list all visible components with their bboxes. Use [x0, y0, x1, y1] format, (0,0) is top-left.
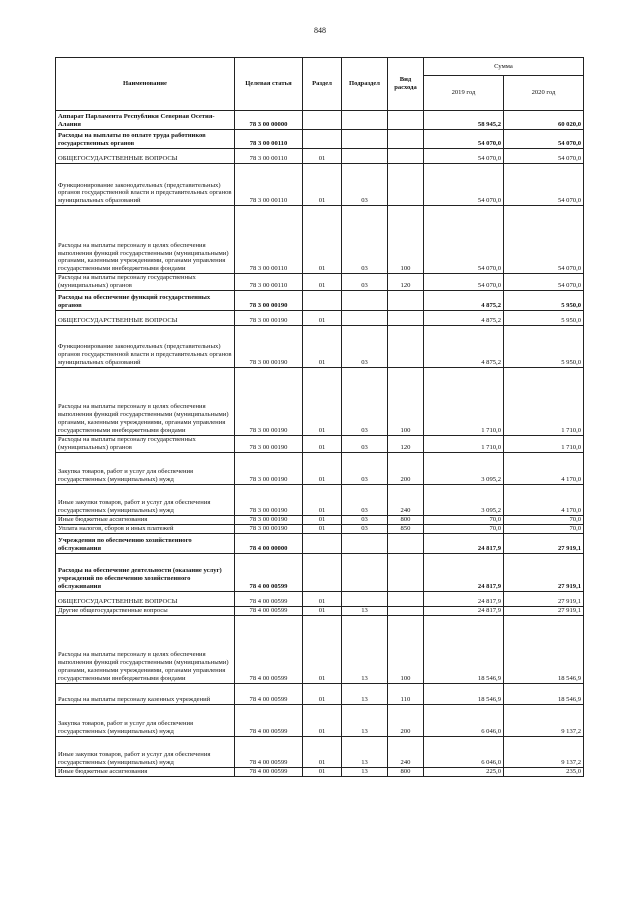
cell-subsection: 03 — [342, 435, 388, 452]
page-number: 848 — [314, 26, 326, 35]
cell-subsection: 03 — [342, 325, 388, 367]
cell-target: 78 4 00 00599 — [235, 615, 303, 683]
cell-expense-type — [388, 533, 424, 553]
table-row — [56, 452, 584, 484]
cell-expense-type: 200 — [388, 704, 424, 736]
cell-subsection — [342, 533, 388, 553]
cell-expense-type — [388, 111, 424, 130]
cell-expense-type — [388, 149, 424, 164]
cell-2019: 54 070,0 — [424, 274, 504, 291]
cell-target: 78 3 00 00190 — [235, 452, 303, 484]
cell-section: 01 — [303, 452, 342, 484]
cell-2019: 6 046,0 — [424, 704, 504, 736]
header-subsection: Подраздел — [342, 58, 388, 111]
cell-2019: 4 875,2 — [424, 290, 504, 310]
cell-2019: 54 070,0 — [424, 149, 504, 164]
cell-name: Расходы на выплаты персоналу государственных (муниципальных) органов — [56, 274, 235, 291]
cell-2020: 5 950,0 — [504, 325, 584, 367]
table-row — [56, 515, 584, 524]
cell-section: 01 — [303, 435, 342, 452]
cell-target: 78 4 00 00599 — [235, 553, 303, 591]
table-row — [56, 164, 584, 206]
cell-section: 01 — [303, 515, 342, 524]
cell-2020: 4 170,0 — [504, 484, 584, 515]
table-row — [56, 591, 584, 606]
cell-2019: 4 875,2 — [424, 325, 504, 367]
cell-2019: 24 817,9 — [424, 591, 504, 606]
cell-2020: 54 070,0 — [504, 164, 584, 206]
cell-subsection — [342, 130, 388, 149]
cell-target: 78 4 00 00599 — [235, 736, 303, 767]
cell-subsection — [342, 149, 388, 164]
table-row — [56, 325, 584, 367]
cell-name: Иные закупки товаров, работ и услуг для обеспечения государственных (муниципальных) нужд — [56, 484, 235, 515]
cell-2020: 9 137,2 — [504, 736, 584, 767]
cell-section — [303, 130, 342, 149]
cell-subsection: 03 — [342, 452, 388, 484]
cell-section — [303, 290, 342, 310]
cell-name: Иные закупки товаров, работ и услуг для обеспечения государственных (муниципальных) нужд — [56, 736, 235, 767]
cell-2019: 54 070,0 — [424, 130, 504, 149]
cell-section: 01 — [303, 606, 342, 615]
cell-name: Иные бюджетные ассигнования — [56, 515, 235, 524]
cell-expense-type — [388, 290, 424, 310]
cell-subsection: 13 — [342, 736, 388, 767]
cell-name: Расходы на выплаты персоналу казенных учреждений — [56, 683, 235, 704]
cell-subsection: 03 — [342, 515, 388, 524]
cell-section: 01 — [303, 274, 342, 291]
cell-section — [303, 553, 342, 591]
cell-target: 78 3 00 00110 — [235, 164, 303, 206]
cell-subsection: 13 — [342, 683, 388, 704]
cell-section: 01 — [303, 164, 342, 206]
cell-target: 78 3 00 00190 — [235, 524, 303, 533]
cell-2019: 24 817,9 — [424, 606, 504, 615]
cell-expense-type: 240 — [388, 736, 424, 767]
cell-name: Расходы на обеспечение функций государственных органов — [56, 290, 235, 310]
cell-name: Функционирование законодательных (представительных) органов государственной власти и представительных органов муниципальных образований — [56, 164, 235, 206]
table-row — [56, 524, 584, 533]
cell-2020: 70,0 — [504, 515, 584, 524]
table-row — [56, 111, 584, 130]
cell-2019: 70,0 — [424, 515, 504, 524]
cell-name: Другие общегосударственные вопросы — [56, 606, 235, 615]
cell-subsection — [342, 290, 388, 310]
cell-2019: 70,0 — [424, 524, 504, 533]
cell-name: Расходы на выплаты персоналу в целях обеспечения выполнения функций государственными (муниципальными) органами, казенными учреждениями, органами управления государственными внебюджетными фондами — [56, 206, 235, 274]
cell-section: 01 — [303, 325, 342, 367]
cell-expense-type — [388, 553, 424, 591]
cell-2020: 18 546,9 — [504, 615, 584, 683]
cell-2020: 1 710,0 — [504, 367, 584, 435]
cell-subsection: 13 — [342, 704, 388, 736]
cell-2020: 9 137,2 — [504, 704, 584, 736]
table-row — [56, 533, 584, 553]
header-target: Целевая статья — [235, 58, 303, 111]
cell-section: 01 — [303, 704, 342, 736]
cell-subsection — [342, 111, 388, 130]
cell-section: 01 — [303, 767, 342, 776]
cell-subsection: 13 — [342, 615, 388, 683]
table-row — [56, 130, 584, 149]
cell-section — [303, 111, 342, 130]
cell-2020: 54 070,0 — [504, 206, 584, 274]
cell-2019: 54 070,0 — [424, 164, 504, 206]
cell-name: ОБЩЕГОСУДАРСТВЕННЫЕ ВОПРОСЫ — [56, 149, 235, 164]
cell-expense-type: 100 — [388, 367, 424, 435]
cell-2019: 4 875,2 — [424, 310, 504, 325]
table-row — [56, 704, 584, 736]
cell-expense-type — [388, 325, 424, 367]
cell-target: 78 4 00 00599 — [235, 606, 303, 615]
cell-2020: 60 020,0 — [504, 111, 584, 130]
cell-expense-type — [388, 591, 424, 606]
cell-subsection: 03 — [342, 274, 388, 291]
table-row — [56, 290, 584, 310]
cell-section: 01 — [303, 591, 342, 606]
cell-name: Расходы на выплаты по оплате труда работников государственных органов — [56, 130, 235, 149]
cell-target: 78 3 00 00190 — [235, 290, 303, 310]
cell-expense-type: 800 — [388, 515, 424, 524]
cell-expense-type — [388, 606, 424, 615]
cell-2020: 5 950,0 — [504, 290, 584, 310]
table-row — [56, 274, 584, 291]
cell-expense-type: 120 — [388, 435, 424, 452]
cell-section: 01 — [303, 149, 342, 164]
cell-name: Закупка товаров, работ и услуг для обеспечения государственных (муниципальных) нужд — [56, 704, 235, 736]
table-row — [56, 615, 584, 683]
cell-name: Расходы на выплаты персоналу в целях обеспечения выполнения функций государственными (муниципальными) органами, казенными учреждениями, органами управления государственными внебюджетными фондами — [56, 367, 235, 435]
cell-target: 78 3 00 00110 — [235, 149, 303, 164]
cell-subsection: 13 — [342, 606, 388, 615]
cell-section: 01 — [303, 206, 342, 274]
cell-2020: 70,0 — [504, 524, 584, 533]
cell-expense-type: 100 — [388, 615, 424, 683]
cell-target: 78 3 00 00190 — [235, 310, 303, 325]
header-section: Раздел — [303, 58, 342, 111]
cell-target: 78 3 00 00000 — [235, 111, 303, 130]
header-expense-type: Вид расхода — [388, 58, 424, 111]
cell-section: 01 — [303, 524, 342, 533]
cell-target: 78 3 00 00190 — [235, 325, 303, 367]
table-row — [56, 767, 584, 776]
cell-2019: 24 817,9 — [424, 553, 504, 591]
cell-2019: 3 095,2 — [424, 484, 504, 515]
cell-2020: 18 546,9 — [504, 683, 584, 704]
cell-2019: 24 817,9 — [424, 533, 504, 553]
cell-target: 78 3 00 00110 — [235, 274, 303, 291]
cell-target: 78 3 00 00190 — [235, 515, 303, 524]
table-row — [56, 736, 584, 767]
table-row — [56, 553, 584, 591]
cell-name: Расходы на выплаты персоналу в целях обеспечения выполнения функций государственными (муниципальными) органами, казенными учреждениями, органами управления государственными внебюджетными фондами — [56, 615, 235, 683]
cell-expense-type: 110 — [388, 683, 424, 704]
cell-name: Иные бюджетные ассигнования — [56, 767, 235, 776]
cell-2020: 5 950,0 — [504, 310, 584, 325]
cell-2020: 27 919,1 — [504, 553, 584, 591]
cell-target: 78 3 00 00190 — [235, 367, 303, 435]
cell-expense-type: 200 — [388, 452, 424, 484]
header-2020: 2020 год — [504, 76, 584, 111]
cell-name: Расходы на обеспечение деятельности (оказание услуг) учреждений по обеспечению хозяйственного обслуживания — [56, 553, 235, 591]
cell-section — [303, 533, 342, 553]
cell-target: 78 4 00 00599 — [235, 704, 303, 736]
cell-target: 78 3 00 00190 — [235, 484, 303, 515]
cell-2020: 54 070,0 — [504, 274, 584, 291]
cell-2019: 6 046,0 — [424, 736, 504, 767]
cell-expense-type: 800 — [388, 767, 424, 776]
table-row — [56, 435, 584, 452]
cell-section: 01 — [303, 615, 342, 683]
cell-section: 01 — [303, 736, 342, 767]
table-row — [56, 367, 584, 435]
cell-name: ОБЩЕГОСУДАРСТВЕННЫЕ ВОПРОСЫ — [56, 310, 235, 325]
cell-2019: 18 546,9 — [424, 683, 504, 704]
cell-target: 78 4 00 00599 — [235, 591, 303, 606]
cell-expense-type — [388, 310, 424, 325]
cell-subsection — [342, 553, 388, 591]
cell-subsection — [342, 591, 388, 606]
cell-target: 78 4 00 00000 — [235, 533, 303, 553]
cell-2019: 54 070,0 — [424, 206, 504, 274]
cell-expense-type: 850 — [388, 524, 424, 533]
cell-expense-type: 100 — [388, 206, 424, 274]
cell-2020: 1 710,0 — [504, 435, 584, 452]
cell-section: 01 — [303, 484, 342, 515]
cell-subsection: 13 — [342, 767, 388, 776]
cell-2020: 4 170,0 — [504, 452, 584, 484]
cell-2020: 27 919,1 — [504, 606, 584, 615]
cell-2019: 1 710,0 — [424, 435, 504, 452]
cell-name: ОБЩЕГОСУДАРСТВЕННЫЕ ВОПРОСЫ — [56, 591, 235, 606]
cell-section: 01 — [303, 367, 342, 435]
cell-2020: 54 070,0 — [504, 130, 584, 149]
cell-2020: 54 070,0 — [504, 149, 584, 164]
cell-subsection: 03 — [342, 367, 388, 435]
header-name: Наименование — [56, 58, 235, 111]
cell-subsection: 03 — [342, 524, 388, 533]
header-2019: 2019 год — [424, 76, 504, 111]
table-row — [56, 206, 584, 274]
table-row — [56, 484, 584, 515]
cell-expense-type: 240 — [388, 484, 424, 515]
cell-subsection: 03 — [342, 484, 388, 515]
table-row — [56, 606, 584, 615]
cell-name: Уплата налогов, сборов и иных платежей — [56, 524, 235, 533]
cell-expense-type — [388, 164, 424, 206]
cell-2019: 225,0 — [424, 767, 504, 776]
cell-2020: 27 919,1 — [504, 591, 584, 606]
cell-target: 78 4 00 00599 — [235, 683, 303, 704]
cell-name: Расходы на выплаты персоналу государственных (муниципальных) органов — [56, 435, 235, 452]
cell-subsection: 03 — [342, 206, 388, 274]
cell-subsection — [342, 310, 388, 325]
cell-name: Функционирование законодательных (представительных) органов государственной власти и представительных органов муниципальных образований — [56, 325, 235, 367]
cell-2019: 1 710,0 — [424, 367, 504, 435]
cell-section: 01 — [303, 310, 342, 325]
cell-target: 78 3 00 00110 — [235, 130, 303, 149]
cell-subsection: 03 — [342, 164, 388, 206]
cell-name: Аппарат Парламента Республики Северная Осетия-Алания — [56, 111, 235, 130]
cell-2019: 18 546,9 — [424, 615, 504, 683]
cell-target: 78 4 00 00599 — [235, 767, 303, 776]
cell-2020: 27 919,1 — [504, 533, 584, 553]
cell-name: Учреждения по обеспечению хозяйственного обслуживания — [56, 533, 235, 553]
table-row — [56, 683, 584, 704]
header-sum: Сумма — [424, 58, 584, 76]
cell-target: 78 3 00 00110 — [235, 206, 303, 274]
cell-expense-type — [388, 130, 424, 149]
budget-table — [55, 57, 584, 777]
cell-expense-type: 120 — [388, 274, 424, 291]
table-row — [56, 310, 584, 325]
cell-2019: 58 945,2 — [424, 111, 504, 130]
table-row — [56, 149, 584, 164]
cell-2020: 235,0 — [504, 767, 584, 776]
cell-section: 01 — [303, 683, 342, 704]
cell-name: Закупка товаров, работ и услуг для обеспечения государственных (муниципальных) нужд — [56, 452, 235, 484]
cell-target: 78 3 00 00190 — [235, 435, 303, 452]
cell-2019: 3 095,2 — [424, 452, 504, 484]
